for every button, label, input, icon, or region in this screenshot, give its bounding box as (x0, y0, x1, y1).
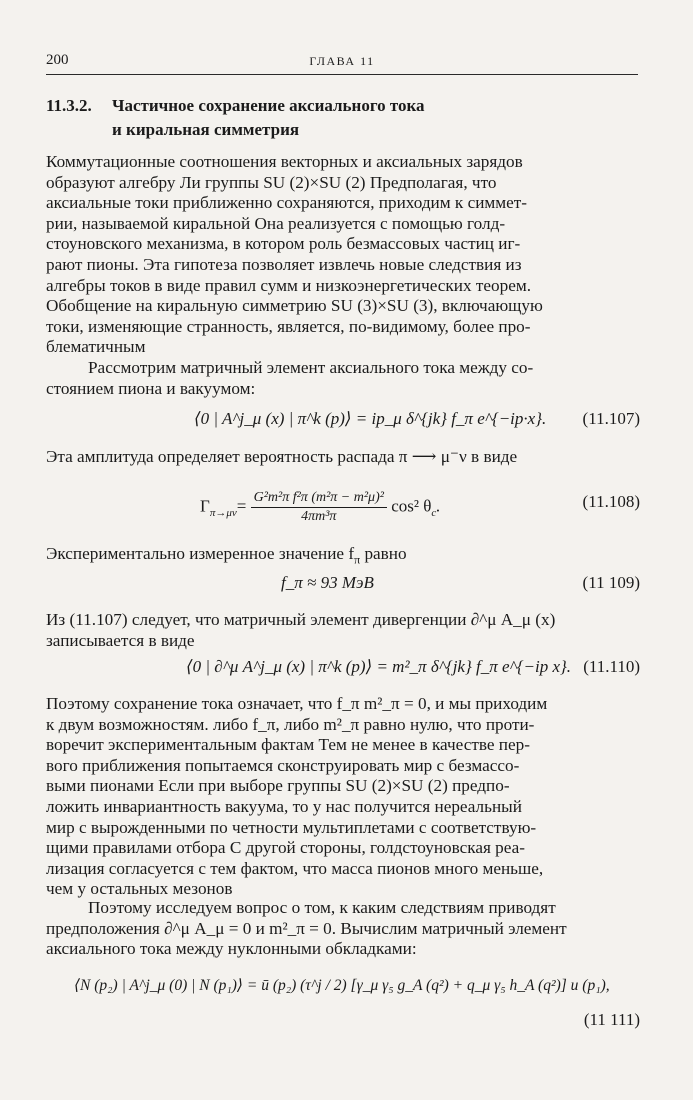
equation-body: f_π ≈ 93 МэВ (281, 573, 374, 592)
p4-subscript: π (354, 552, 361, 567)
p6-line: выми пионами Если при выборе группы SU (2)×SU (2) предпо- (46, 776, 510, 796)
paragraph-6 (46, 694, 642, 900)
equation-11-109 (46, 573, 642, 599)
cabibbo-subscript: c (431, 506, 437, 519)
p6-line: щими правилами отбора С другой стороны, голдстоуновская реа- (46, 838, 525, 858)
p1-line: Обобщение на киральную симметрию SU (3)×SU (3), включающую (46, 296, 543, 316)
paragraph-7 (46, 898, 642, 960)
p1-line: блематичным (46, 337, 146, 357)
equation-11-110 (46, 657, 642, 683)
p6-line: чем у остальных мезонов (46, 879, 233, 899)
fraction-denominator: 4πm³π (301, 509, 337, 524)
equation-number: (11 109) (582, 573, 640, 592)
p4-text: Экспериментально измеренное значение f (46, 544, 355, 563)
gamma-subscript: π→μν (209, 506, 237, 519)
p6-line: лизация согласуется с тем фактом, что масса пионов много меньше, (46, 858, 544, 878)
p6-line: вого приближения попытаемся сконструировать мир с безмассо- (46, 755, 520, 775)
equation-11-107 (46, 409, 642, 435)
equation-body (200, 490, 441, 525)
p7-line: предположения ∂^μ A_μ = 0 и m²_π = 0. Вычислим матричный элемент (46, 918, 567, 938)
running-head: ГЛАВА 11 (309, 54, 375, 68)
p1-line: алгебры токов в виде правил сумм и низкоэнергетических теорем. (46, 275, 531, 295)
p5-line: Из (11.107) следует, что матричный элемент дивергенции ∂^μ A_μ (x) (46, 610, 556, 629)
section-number: 11.3.2. (46, 96, 92, 115)
equals-sign: = (236, 496, 247, 516)
equation-number: (11.108) (582, 492, 640, 511)
p1-line: Коммутационные соотношения векторных и аксиальных зарядов (46, 152, 523, 171)
page-number: 200 (46, 52, 69, 68)
cosine-term: cos² θ (391, 496, 432, 516)
section-title-line1: Частичное сохранение аксиального тока (112, 96, 425, 115)
p6-line: воречит экспериментальным фактам Тем не менее в качестве пер- (46, 735, 530, 755)
equation-number: (11 111) (583, 1010, 640, 1029)
fraction-numerator: G²m²π f²π (m²π − m²μ)² (251, 490, 387, 508)
equation-body: ⟨N (p₂) | A^j_μ (0) | N (p₁)⟩ = ū (p₂) (τ^j / 2) [γ_μ γ₅ g_A (q²) + q_μ γ₅ h_A (q²)] u (p₁), (74, 977, 610, 994)
paragraph-4 (46, 544, 642, 570)
gamma-symbol: Γ (200, 496, 210, 516)
p1-line: токи, изменяющие странность, является, по-видимому, более про- (46, 316, 531, 336)
p4-line (46, 544, 642, 570)
page-header (46, 52, 638, 76)
p2-line: Рассмотрим матричный элемент аксиального тока между со- (88, 358, 534, 377)
p1-line: образуют алгебру Ли группы SU (2)×SU (2) Предполагая, что (46, 172, 497, 192)
equation-number: (11.110) (583, 657, 640, 676)
p1-line: рают пионы. Эта гипотеза позволяет извлечь новые следствия из (46, 254, 522, 274)
header-rule (46, 74, 638, 75)
section-heading (46, 94, 646, 142)
p6-line: Поэтому сохранение тока означает, что f_π m²_π = 0, и мы приходим (46, 694, 548, 713)
p1-line: рии, называемой киральной Она реализуется с помощью голд- (46, 213, 506, 233)
equation-body: ⟨0 | ∂^μ A^j_μ (x) | π^k (p)⟩ = m²_π δ^{jk} f_π e^{−ip x}. (186, 657, 572, 676)
p1-line: стоуновского механизма, в котором роль безмассовых частиц иг- (46, 234, 521, 254)
equation-period: . (436, 496, 441, 516)
equation-number: (11.107) (582, 409, 640, 428)
p6-line: к двум возможностям. либо f_π, либо m²_π равно нулю, что проти- (46, 714, 535, 734)
paragraph-3 (46, 447, 642, 468)
fraction (251, 490, 387, 525)
paragraph-5 (46, 610, 642, 651)
p4-end: равно (360, 544, 407, 563)
p7-line: аксиального тока между нуклонными обкладками: (46, 939, 417, 959)
p3-line: Эта амплитуда определяет вероятность распада π ⟶ μ⁻ν в виде (46, 447, 518, 466)
p6-line: ложить инвариантность вакуума, то у нас получится нереальный (46, 796, 522, 816)
paragraph-2 (46, 358, 642, 399)
paragraph-1 (46, 152, 642, 358)
section-title-line2: и киральная симметрия (112, 120, 300, 139)
equation-11-108 (46, 486, 642, 526)
p7-line: Поэтому исследуем вопрос о том, к каким следствиям приводят (88, 898, 556, 917)
p1-line: аксиальные токи приближенно сохраняются, приходим к симмет- (46, 193, 528, 213)
equation-11-111 (46, 976, 642, 1036)
equation-body: ⟨0 | A^j_μ (x) | π^k (p)⟩ = ip_μ δ^{jk} f_π e^{−ip·x}. (194, 409, 547, 428)
p2-line: стоянием пиона и вакуумом: (46, 378, 256, 398)
p5-line: записывается в виде (46, 630, 195, 650)
p6-line: мир с вырожденными по четности мультиплетами с соответствую- (46, 817, 537, 837)
